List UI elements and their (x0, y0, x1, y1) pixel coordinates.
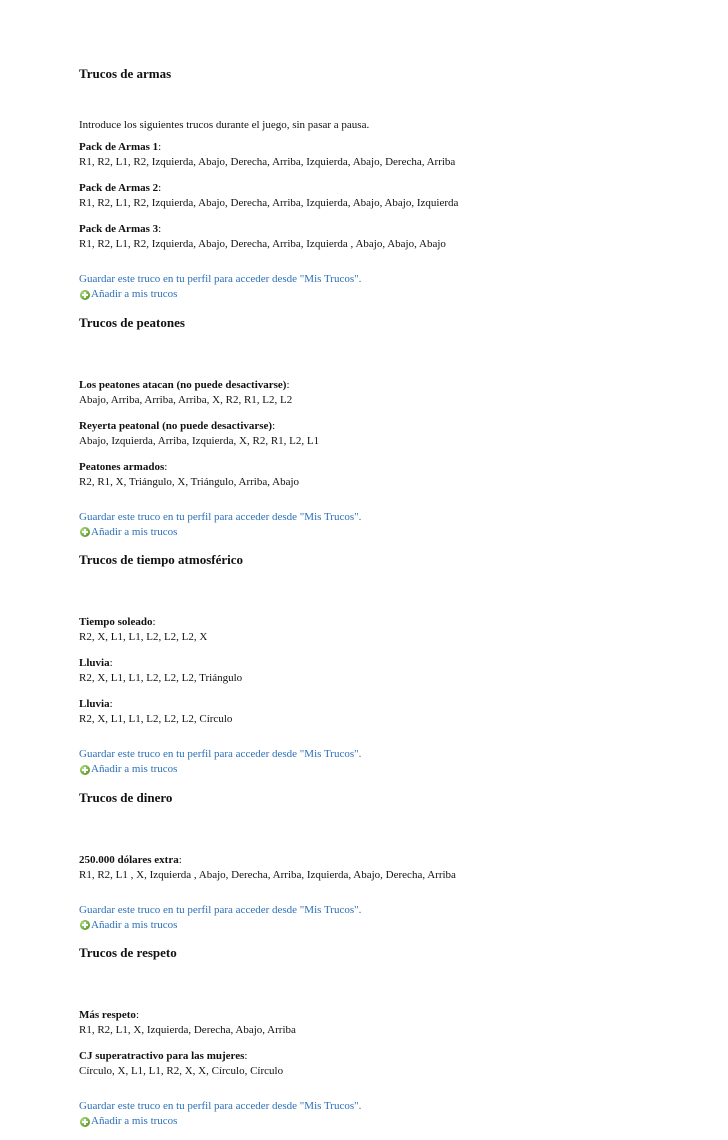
section-title: Trucos de dinero (79, 789, 173, 805)
cheat-item: CJ superatractivo para las mujeres: Círculo, X, L1, L1, R2, X, X, Círculo, Círculo (79, 1049, 679, 1079)
save-block (79, 272, 679, 305)
add-plus-icon (80, 920, 90, 930)
add-to-my-cheats-link[interactable] (79, 287, 177, 302)
section-intro: Introduce los siguientes trucos durante el juego, sin pasar a pausa. (79, 119, 370, 131)
cheat-codes: Círculo, X, L1, L1, R2, X, X, Círculo, Círculo (79, 1065, 284, 1077)
add-plus-icon (80, 1117, 90, 1127)
cheat-name: Tiempo soleado (79, 616, 153, 628)
cheat-codes: R1, R2, L1, R2, Izquierda, Abajo, Derecha, Arriba, Izquierda, Abajo, Abajo, Izquierda (79, 197, 459, 209)
section-weather (79, 550, 679, 780)
cheat-name: Lluvia (79, 657, 110, 669)
save-block (79, 510, 679, 543)
cheat-item: Peatones armados: R2, R1, X, Triángulo, X, Triángulo, Arriba, Abajo (79, 460, 679, 490)
cheat-item: 250.000 dólares extra: R1, R2, L1 , X, Izquierda , Abajo, Derecha, Arriba, Izquierda, Abajo, Derecha, Arriba (79, 853, 679, 883)
cheat-name: Peatones armados (79, 460, 165, 473)
cheat-list (79, 1008, 679, 1079)
section-respect (79, 943, 679, 1132)
cheat-name: CJ superatractivo para las mujeres (79, 1050, 245, 1062)
save-link[interactable]: Guardar este truco en tu perfil para acceder desde "Mis Trucos". (79, 273, 362, 285)
cheat-list (79, 615, 679, 727)
cheat-list (79, 140, 679, 252)
cheat-name: Más respeto (79, 1009, 136, 1021)
cheat-item: Lluvia: R2, X, L1, L1, L2, L2, L2, Triángulo (79, 656, 679, 686)
cheat-name: Pack de Armas 2 (79, 182, 159, 194)
document-page (79, 64, 679, 1140)
cheat-item: Reyerta peatonal (no puede desactivarse): Abajo, Izquierda, Arriba, Izquierda, X, R2, R1, L2, L1 (79, 419, 679, 449)
add-label: Añadir a mis trucos (91, 525, 178, 538)
cheat-item: Los peatones atacan (no puede desactivarse): Abajo, Arriba, Arriba, Arriba, X, R2, R1, L2, L2 (79, 378, 679, 408)
section-title: Trucos de armas (79, 66, 172, 81)
cheat-list (79, 378, 679, 490)
cheat-item: Tiempo soleado: R2, X, L1, L1, L2, L2, L2, X (79, 615, 679, 645)
add-label: Añadir a mis trucos (91, 288, 178, 300)
add-label: Añadir a mis trucos (91, 763, 178, 775)
section-title: Trucos de peatones (79, 314, 185, 330)
cheat-codes: Abajo, Izquierda, Arriba, Izquierda, X, R2, R1, L2, L1 (79, 434, 320, 447)
add-plus-icon (80, 290, 90, 300)
save-link[interactable]: Guardar este truco en tu perfil para acceder desde "Mis Trucos". (79, 510, 362, 523)
cheat-codes: R1, R2, L1 , X, Izquierda , Abajo, Derecha, Arriba, Izquierda, Abajo, Derecha, Arriba (79, 868, 456, 881)
cheat-name: Pack de Armas 3 (79, 223, 159, 235)
add-label: Añadir a mis trucos (91, 918, 178, 931)
cheat-codes: R1, R2, L1, R2, Izquierda, Abajo, Derecha, Arriba, Izquierda, Abajo, Derecha, Arriba (79, 156, 456, 168)
add-to-my-cheats-link[interactable] (79, 918, 177, 933)
cheat-codes: R2, X, L1, L1, L2, L2, L2, Círculo (79, 713, 233, 725)
cheat-name: Reyerta peatonal (no puede desactivarse) (79, 419, 273, 432)
section-title: Trucos de tiempo atmosférico (79, 552, 244, 567)
cheat-codes: R2, X, L1, L1, L2, L2, L2, Triángulo (79, 672, 243, 684)
add-to-my-cheats-link[interactable] (79, 525, 177, 540)
cheat-item: Pack de Armas 3: R1, R2, L1, R2, Izquierda, Abajo, Derecha, Arriba, Izquierda , Abajo, Abajo, Abajo (79, 222, 679, 252)
cheat-item: Lluvia: R2, X, L1, L1, L2, L2, L2, Círculo (79, 697, 679, 727)
cheat-name: Los peatones atacan (no puede desactivarse) (79, 378, 287, 391)
cheat-name: Pack de Armas 1 (79, 141, 159, 153)
add-to-my-cheats-link[interactable] (79, 1114, 177, 1129)
cheat-codes: R2, R1, X, Triángulo, X, Triángulo, Arriba, Abajo (79, 475, 300, 488)
add-to-my-cheats-link[interactable] (79, 762, 177, 777)
cheat-item: Pack de Armas 1: R1, R2, L1, R2, Izquierda, Abajo, Derecha, Arriba, Izquierda, Abajo, Derecha, Arriba (79, 140, 679, 170)
cheat-codes: Abajo, Arriba, Arriba, Arriba, X, R2, R1, L2, L2 (79, 393, 293, 406)
cheat-name: 250.000 dólares extra (79, 853, 179, 866)
cheat-name: Lluvia (79, 698, 110, 710)
save-block (79, 1099, 679, 1132)
cheat-list (79, 853, 679, 883)
add-plus-icon (80, 527, 90, 537)
save-block (79, 747, 679, 780)
cheat-codes: R1, R2, L1, X, Izquierda, Derecha, Abajo, Arriba (79, 1024, 296, 1036)
section-money (79, 788, 679, 936)
cheat-codes: R2, X, L1, L1, L2, L2, L2, X (79, 631, 208, 643)
section-weapons (79, 64, 679, 305)
cheat-codes: R1, R2, L1, R2, Izquierda, Abajo, Derecha, Arriba, Izquierda , Abajo, Abajo, Abajo (79, 238, 446, 250)
section-title: Trucos de respeto (79, 945, 177, 960)
save-block (79, 903, 679, 936)
save-link[interactable]: Guardar este truco en tu perfil para acceder desde "Mis Trucos". (79, 748, 362, 760)
add-plus-icon (80, 765, 90, 775)
save-link[interactable]: Guardar este truco en tu perfil para acceder desde "Mis Trucos". (79, 903, 362, 916)
save-link[interactable]: Guardar este truco en tu perfil para acceder desde "Mis Trucos". (79, 1100, 362, 1112)
section-pedestrians (79, 313, 679, 543)
cheat-item: Más respeto: R1, R2, L1, X, Izquierda, Derecha, Abajo, Arriba (79, 1008, 679, 1038)
add-label: Añadir a mis trucos (91, 1115, 178, 1127)
cheat-item: Pack de Armas 2: R1, R2, L1, R2, Izquierda, Abajo, Derecha, Arriba, Izquierda, Abajo, Abajo, Izquierda (79, 181, 679, 211)
